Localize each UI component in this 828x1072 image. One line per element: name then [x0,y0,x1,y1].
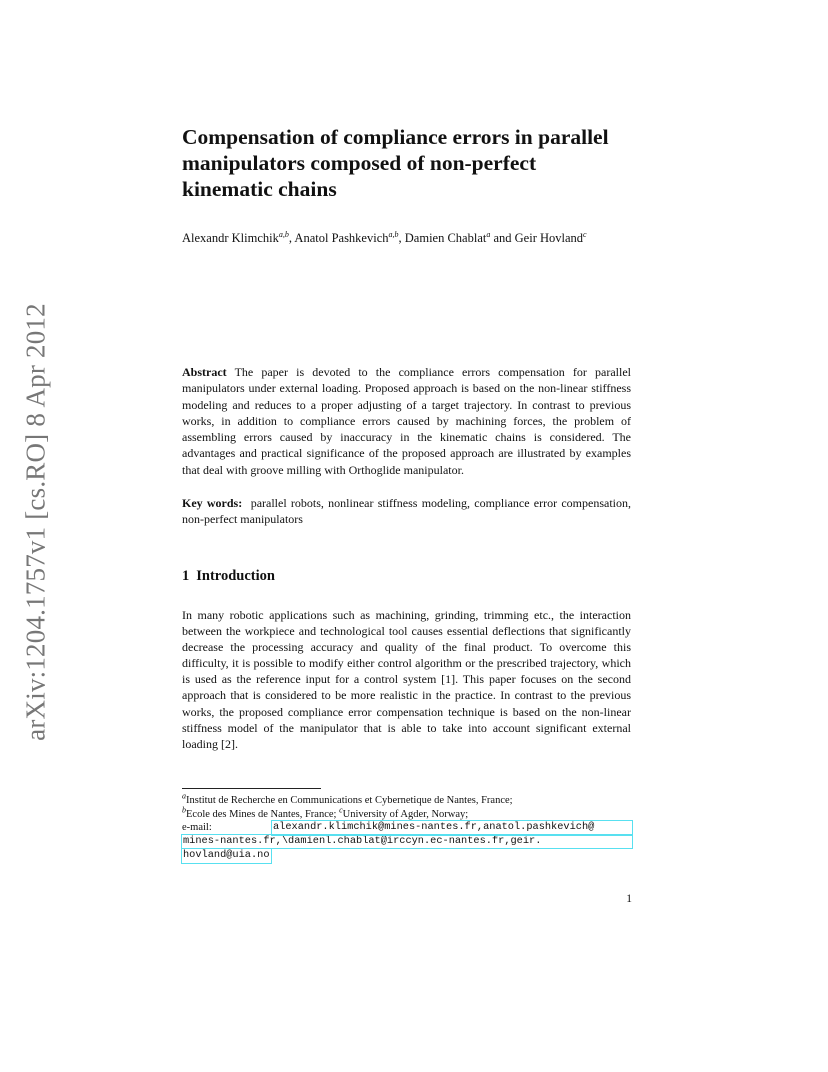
arxiv-id: arXiv:1204.1757v1 [cs.RO] 8 Apr 2012 [20,303,51,741]
email-link[interactable]: hovland@uia.no [183,849,270,861]
footnote-mark: c [339,805,343,814]
page-number: 1 [626,893,632,905]
author-separator: , [288,231,295,245]
paper-title [182,124,652,202]
section-number: 1 [182,568,190,584]
footnote-affiliation-bc [182,805,632,822]
affiliation-mark: c [583,229,587,239]
footnotes [182,791,632,863]
title-line: Compensation of compliance errors in parallel [182,125,609,149]
author-separator: and [490,231,515,245]
footnote-text: Ecole des Mines de Nantes, France; [186,808,340,820]
email-link[interactable]: alexandr.klimchik@mines-nantes.fr,anatol.pashkevich@ [272,821,632,835]
author-name: Geir Hovland [514,231,584,245]
abstract-label: Abstract [182,365,227,379]
footnote-mark: b [182,805,186,814]
section-title: Introduction [196,568,275,584]
keywords [182,495,631,528]
footnote-text: Institut de Recherche en Communications et Cybernetique de Nantes, France; [186,795,513,806]
affiliation-mark: a,b [388,229,399,239]
introduction-paragraph: In many robotic applications such as machining, grinding, trimming etc., the interaction between the workpiece and technological tool causes essential deflections that significantly decrease the processing accuracy and quality of the final product. To overcome this difficulty, it is possible to modify either control algorithm or the prescribed trajectory, which is used as the reference input for a control system [1]. This paper focuses on the second approach that is considered to be more realistic in the practice. In contrast to the previous works, the proposed compliance error compensation technique is based on the non-linear stiffness model of the manipulator that is able to take into account significant external loading [2]. [182,608,631,751]
abstract [182,364,631,478]
title-line: kinematic chains [182,177,337,201]
keywords-label: Key words: [182,496,243,510]
footnote-rule [182,788,321,789]
abstract-text: The paper is devoted to the compliance errors compensation for parallel manipulators under external loading. Proposed approach is based on the non-linear stiffness modeling and reduces to a proper adjusting of a target trajectory. In contrast to previous works, in addition to compliance errors caused by machining forces, the problem of assembling errors caused by inaccuracy in the kinematic chains is considered. The advantages and practical significance of the proposed approach are illustrated by examples that deal with groove milling with Orthoglide manipulator. [182,365,631,477]
footnote-text: University of Agder, Norway; [342,808,469,820]
affiliation-mark: a,b [278,229,289,239]
section-heading [182,568,275,585]
email-link[interactable]: mines-nantes.fr,\damienl.chablat@irccyn.ec-nantes.fr,geir. [182,835,632,849]
footnote-affiliation-a [182,791,632,808]
author-list [182,230,652,246]
email-label: e-mail: [182,822,212,833]
author-separator: , [398,231,405,245]
keywords-text: parallel robots, nonlinear stiffness modeling, compliance error compensation, non-perfect manipulators [182,496,632,527]
author-name: Damien Chablat [404,231,487,245]
arxiv-stamp [4,298,68,746]
footnote-mark: a [182,791,186,801]
author-name: Anatol Pashkevich [294,231,389,245]
email-row [182,821,632,835]
affiliation-mark: a [486,229,491,239]
title-line: manipulators composed of non-perfect [182,151,537,175]
author-name: Alexandr Klimchik [182,231,279,245]
